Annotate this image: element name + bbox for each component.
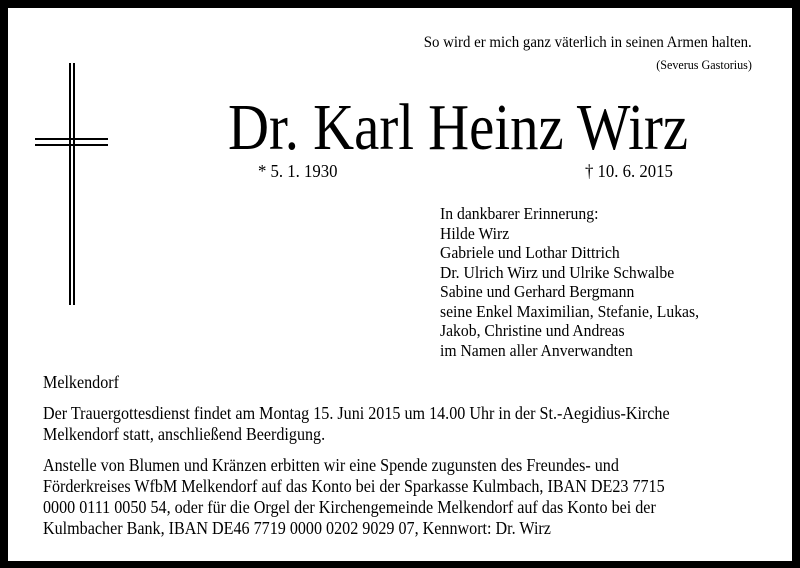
obituary-notice: [8, 8, 792, 561]
mourner-line: In dankbarer Erinnerung:: [440, 204, 599, 223]
service-line: Melkendorf statt, anschließend Beerdigung.: [43, 424, 326, 444]
donation-paragraph: [43, 455, 719, 539]
service-line: Der Trauergottesdienst findet am Montag 15. Juni 2015 um 14.00 Uhr in der St.-Aegidius-Kirche: [43, 403, 670, 423]
donation-line: Kulmbacher Bank, IBAN DE46 7719 0000 0202 9029 07, Kennwort: Dr. Wirz: [43, 518, 551, 538]
quote-author: (Severus Gastorius): [656, 57, 752, 72]
donation-line: 0000 0111 0050 54, oder für die Orgel der Kirchengemeinde Melkendorf auf das Konto bei der: [43, 497, 656, 517]
birth-date: * 5. 1. 1930: [258, 161, 338, 181]
mourners-list: [440, 204, 713, 360]
mourner-line: im Namen aller Anverwandten: [440, 340, 633, 360]
mourner-line: Hilde Wirz: [440, 223, 510, 243]
donation-line: Förderkreises WfbM Melkendorf auf das Konto bei der Sparkasse Kulmbach, IBAN DE23 7715: [43, 476, 665, 496]
quote-text: So wird er mich ganz väterlich in seinen Armen halten.: [423, 34, 752, 51]
service-paragraph: [43, 403, 724, 445]
donation-line: Anstelle von Blumen und Kränzen erbitten wir eine Spende zugunsten des Freundes- und: [43, 455, 619, 475]
mourner-line: Dr. Ulrich Wirz und Ulrike Schwalbe: [440, 262, 675, 282]
place: [43, 372, 126, 393]
mourner-line: Gabriele und Lothar Dittrich: [440, 243, 620, 262]
place-text: Melkendorf: [43, 372, 120, 392]
death-date: † 10. 6. 2015: [585, 161, 673, 181]
mourner-line: seine Enkel Maximilian, Stefanie, Lukas,: [440, 301, 700, 321]
mourner-line: Jakob, Christine und Andreas: [440, 321, 625, 340]
mourner-line: Sabine und Gerhard Bergmann: [440, 282, 635, 301]
deceased-name: Dr. Karl Heinz Wirz: [228, 91, 689, 164]
